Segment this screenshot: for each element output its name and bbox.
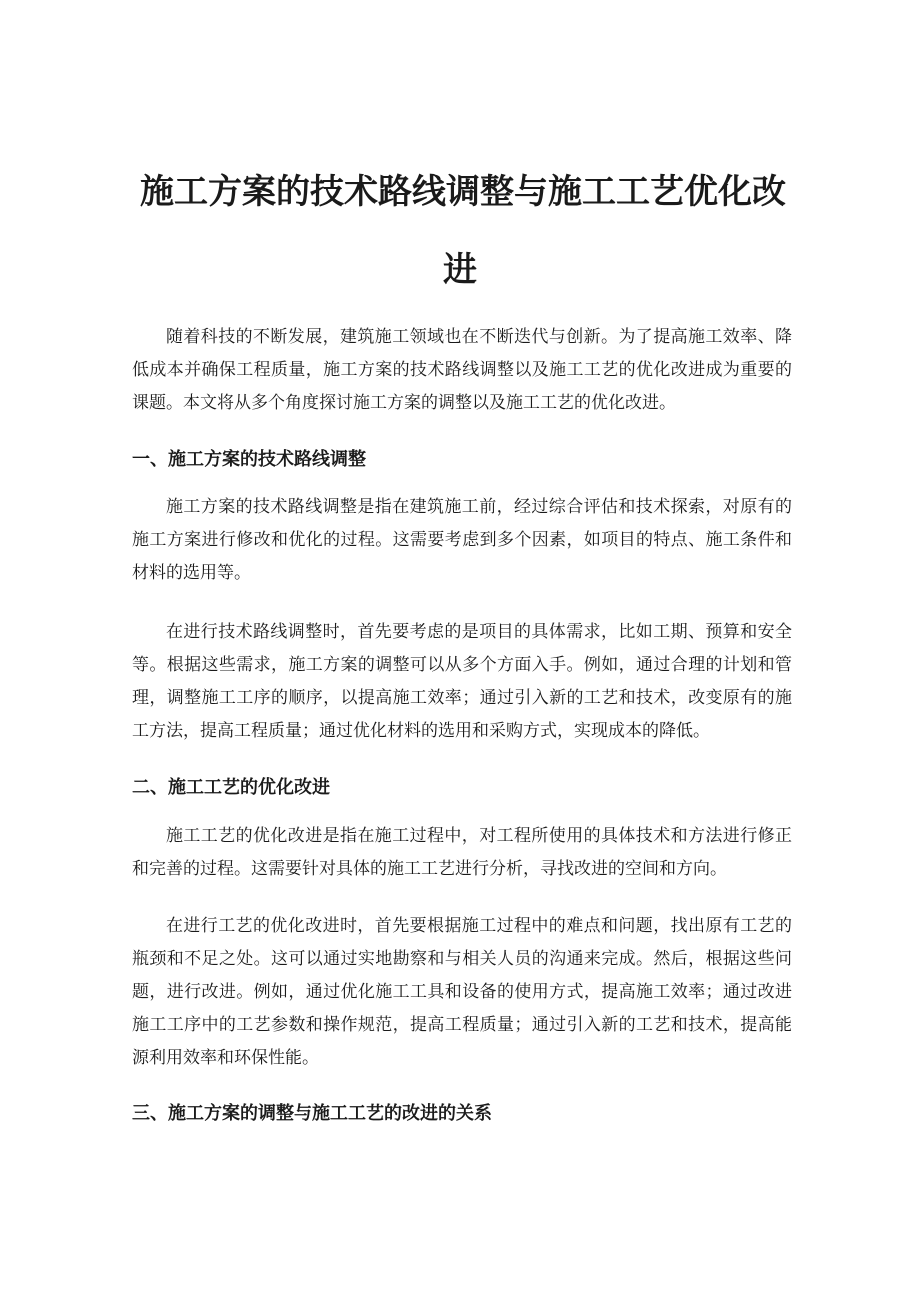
document-title: 施工方案的技术路线调整与施工工艺优化改 bbox=[140, 172, 786, 212]
section-2-paragraph-1: 施工工艺的优化改进是指在施工过程中，对工程所使用的具体技术和方法进行修正和完善的过程。这需要针对具体的施工工艺进行分析，寻找改进的空间和方向。 bbox=[132, 826, 792, 879]
document-title-continued: 进 bbox=[443, 250, 477, 290]
section-heading-1: 一、施工方案的技术路线调整 bbox=[132, 449, 366, 470]
section-1-paragraph-2: 在进行技术路线调整时，首先要考虑的是项目的具体需求，比如工期、预算和安全等。根据这些需求，施工方案的调整可以从多个方面入手。例如，通过合理的计划和管理，调整施工工序的顺序，以提高施工效率；通过引入新的工艺和技术，改变原有的施工方法，提高工程质量；通过优化材料的选用和采购方式，实现成本的降低。 bbox=[132, 622, 792, 741]
intro-paragraph: 随着科技的不断发展，建筑施工领域也在不断迭代与创新。为了提高施工效率、降低成本并确保工程质量，施工方案的技术路线调整以及施工工艺的优化改进成为重要的课题。本文将从多个角度探讨施工方案的调整以及施工工艺的优化改进。 bbox=[132, 327, 792, 413]
section-2-paragraph-2: 在进行工艺的优化改进时，首先要根据施工过程中的难点和问题，找出原有工艺的瓶颈和不足之处。这可以通过实地勘察和与相关人员的沟通来完成。然后，根据这些问题，进行改进。例如，通过优化施工工具和设备的使用方式，提高施工效率；通过改进施工工序中的工艺参数和操作规范，提高工程质量；通过引入新的工艺和技术，提高能源利用效率和环保性能。 bbox=[132, 916, 792, 1068]
section-heading-3: 三、施工方案的调整与施工工艺的改进的关系 bbox=[132, 1103, 492, 1124]
section-heading-2: 二、施工工艺的优化改进 bbox=[132, 777, 330, 798]
section-1-paragraph-1: 施工方案的技术路线调整是指在建筑施工前，经过综合评估和技术探索，对原有的施工方案进行修改和优化的过程。这需要考虑到多个因素，如项目的特点、施工条件和材料的选用等。 bbox=[132, 497, 792, 583]
